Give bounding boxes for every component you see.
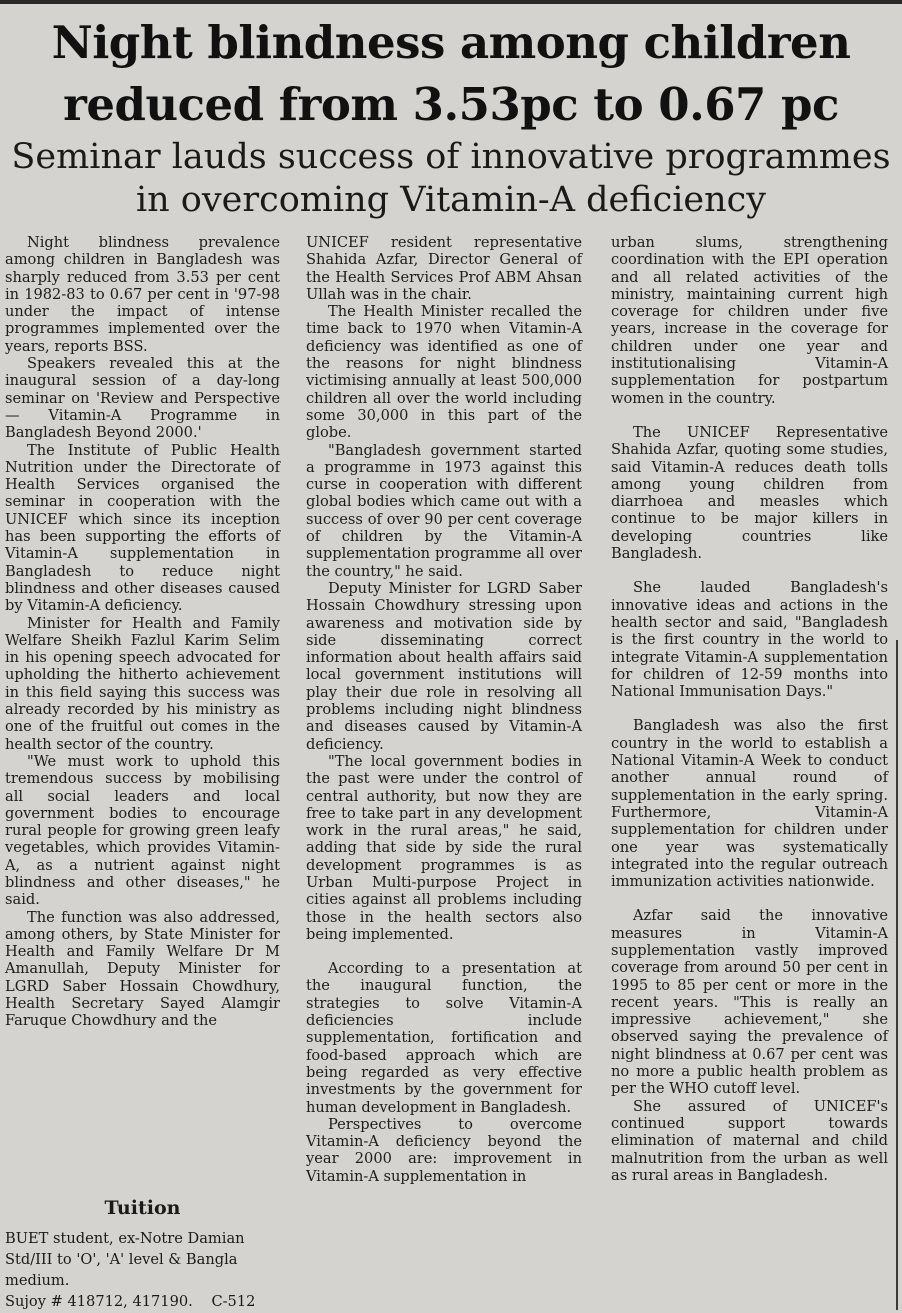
subheadline-line-1: Seminar lauds success of innovative programmes	[11, 137, 891, 177]
paragraph: Azfar said the innovative measures in Vitamin-A supplementation vastly improved coverage from around 50 per cent in 1995 to 85 per cent or more in the recent years. "This is really an impressive achievement," she observed saying the prevalence of night blindness at 0.67 per cent was no more a public health problem as per the WHO cutoff level.	[611, 907, 888, 1098]
paragraph: According to a presentation at the inaugural function, the strategies to solve Vitamin-A deficiencies include supplementation, fortification and food-based approach which are being regarded as very effective investments by the government for human development in Bangladesh.	[306, 960, 582, 1116]
paragraph: The Health Minister recalled the time back to 1970 when Vitamin-A deficiency was identified as one of the reasons for night blindness victimising annually at least 500,000 children all over the world including some 30,000 in this part of the globe.	[306, 303, 582, 442]
subheadline-line-2: in overcoming Vitamin-A deficiency	[135, 180, 767, 220]
paragraph: The Institute of Public Health Nutrition under the Directorate of Health Services organised the seminar in cooperation with the UNICEF which since its inception has been supporting the efforts of Vitamin-A supplementation in Bangladesh to reduce night blindness and other diseases caused by Vitamin-A deficiency.	[5, 441, 280, 615]
paragraph: She lauded Bangladesh's innovative ideas and actions in the health sector and said, "Bangladesh is the first country in the world to integrate Vitamin-A supplementation for children of 12-59 months into National Immunisation Days."	[611, 579, 888, 701]
paragraph: Deputy Minister for LGRD Saber Hossain Chowdhury stressing upon awareness and motivation side by side disseminating correct information about health affairs said local government institutions will play their due role in resolving all problems including night blindness and diseases caused by Vitamin-A deficiency.	[306, 579, 582, 753]
paragraph: "We must work to uphold this tremendous success by mobilising all social leaders and local government bodies to encourage rural people for growing green leafy vegetables, which provides Vitamin-A, as a nutrient against night blindness and other diseases," he said.	[5, 752, 280, 909]
ad-contact-line	[5, 1291, 280, 1312]
paragraph: She assured of UNICEF's continued support towards elimination of maternal and child malnutrition from the urban as well as rural areas in Bangladesh.	[611, 1097, 888, 1184]
ad-title: Tuition	[104, 1197, 181, 1219]
article-column-3	[611, 234, 888, 1294]
ad-code: C-512	[211, 1293, 256, 1310]
headline-line-1: Night blindness among children	[51, 16, 851, 69]
paragraph: UNICEF resident representative Shahida Azfar, Director General of the Health Services Prof ABM Ahsan Ullah was in the chair.	[306, 234, 582, 303]
paragraph: "Bangladesh government started a programme in 1973 against this curse in cooperation with different global bodies which came out with a success of over 90 per cent coverage of children by the Vitamin-A supplementation programme all over the country," he said.	[306, 441, 582, 580]
paragraph: Bangladesh was also the first country in the world to establish a National Vitamin-A Week to conduct another annual round of supplementation in the early spring. Furthermore, Vitamin-A supplementation for children under one year was systematically integrated into the regular outreach immunization activities nationwide.	[611, 717, 888, 891]
ad-contact: Sujoy # 418712, 417190.	[5, 1293, 193, 1310]
paragraph: "The local government bodies in the past were under the control of central authority, but now they are free to take part in any development work in the rural areas," he said, adding that side by side the rural development programmes is as Urban Multi-purpose Project in cities against all problems including those in the health sectors also being implemented.	[306, 752, 582, 943]
top-border	[0, 0, 902, 4]
subheadline	[6, 136, 896, 222]
paragraph: Speakers revealed this at the inaugural session of a day-long seminar on 'Review and Perspective — Vitamin-A Programme in Bangladesh Beyond 2000.'	[5, 355, 280, 442]
ad-body: BUET student, ex-Notre Damian Std/III to 'O', 'A' level & Bangla medium.	[5, 1230, 245, 1289]
tuition-classified-ad	[5, 1196, 280, 1312]
right-edge-rule	[896, 640, 898, 1310]
headline	[6, 12, 896, 136]
headline-line-2: reduced from 3.53pc to 0.67 pc	[63, 78, 839, 131]
article-column-1	[5, 234, 280, 1212]
article-column-2	[306, 234, 582, 1294]
paragraph: Minister for Health and Family Welfare Sheikh Fazlul Karim Selim in his opening speech advocated for upholding the hitherto achievement in this field saying this success was already recorded by his ministry as one of the fruitful out comes in the health sector of the country.	[5, 614, 280, 753]
paragraph: The function was also addressed, among others, by State Minister for Health and Family Welfare Dr M Amanullah, Deputy Minister for LGRD Saber Hossain Chowdhury, Health Secretary Sayed Alamgir Faruque Chowdhury and the	[5, 908, 280, 1030]
paragraph: Perspectives to overcome Vitamin-A deficiency beyond the year 2000 are: improvement in Vitamin-A supplementation in	[306, 1115, 582, 1185]
paragraph: urban slums, strengthening coordination with the EPI operation and all related activities of the ministry, maintaining current high coverage for children under five years, increase in the coverage for children under one year and institutionalising Vitamin-A supplementation for postpartum women in the country.	[611, 234, 888, 407]
paragraph: Night blindness prevalence among children in Bangladesh was sharply reduced from 3.53 per cent in 1982-83 to 0.67 per cent in '97-98 under the impact of intense programmes implemented over the years, reports BSS.	[5, 234, 280, 355]
paragraph: The UNICEF Representative Shahida Azfar, quoting some studies, said Vitamin-A reduces death tolls among young children from diarrhoea and measles which continue to be major killers in developing countries like Bangladesh.	[611, 423, 888, 563]
